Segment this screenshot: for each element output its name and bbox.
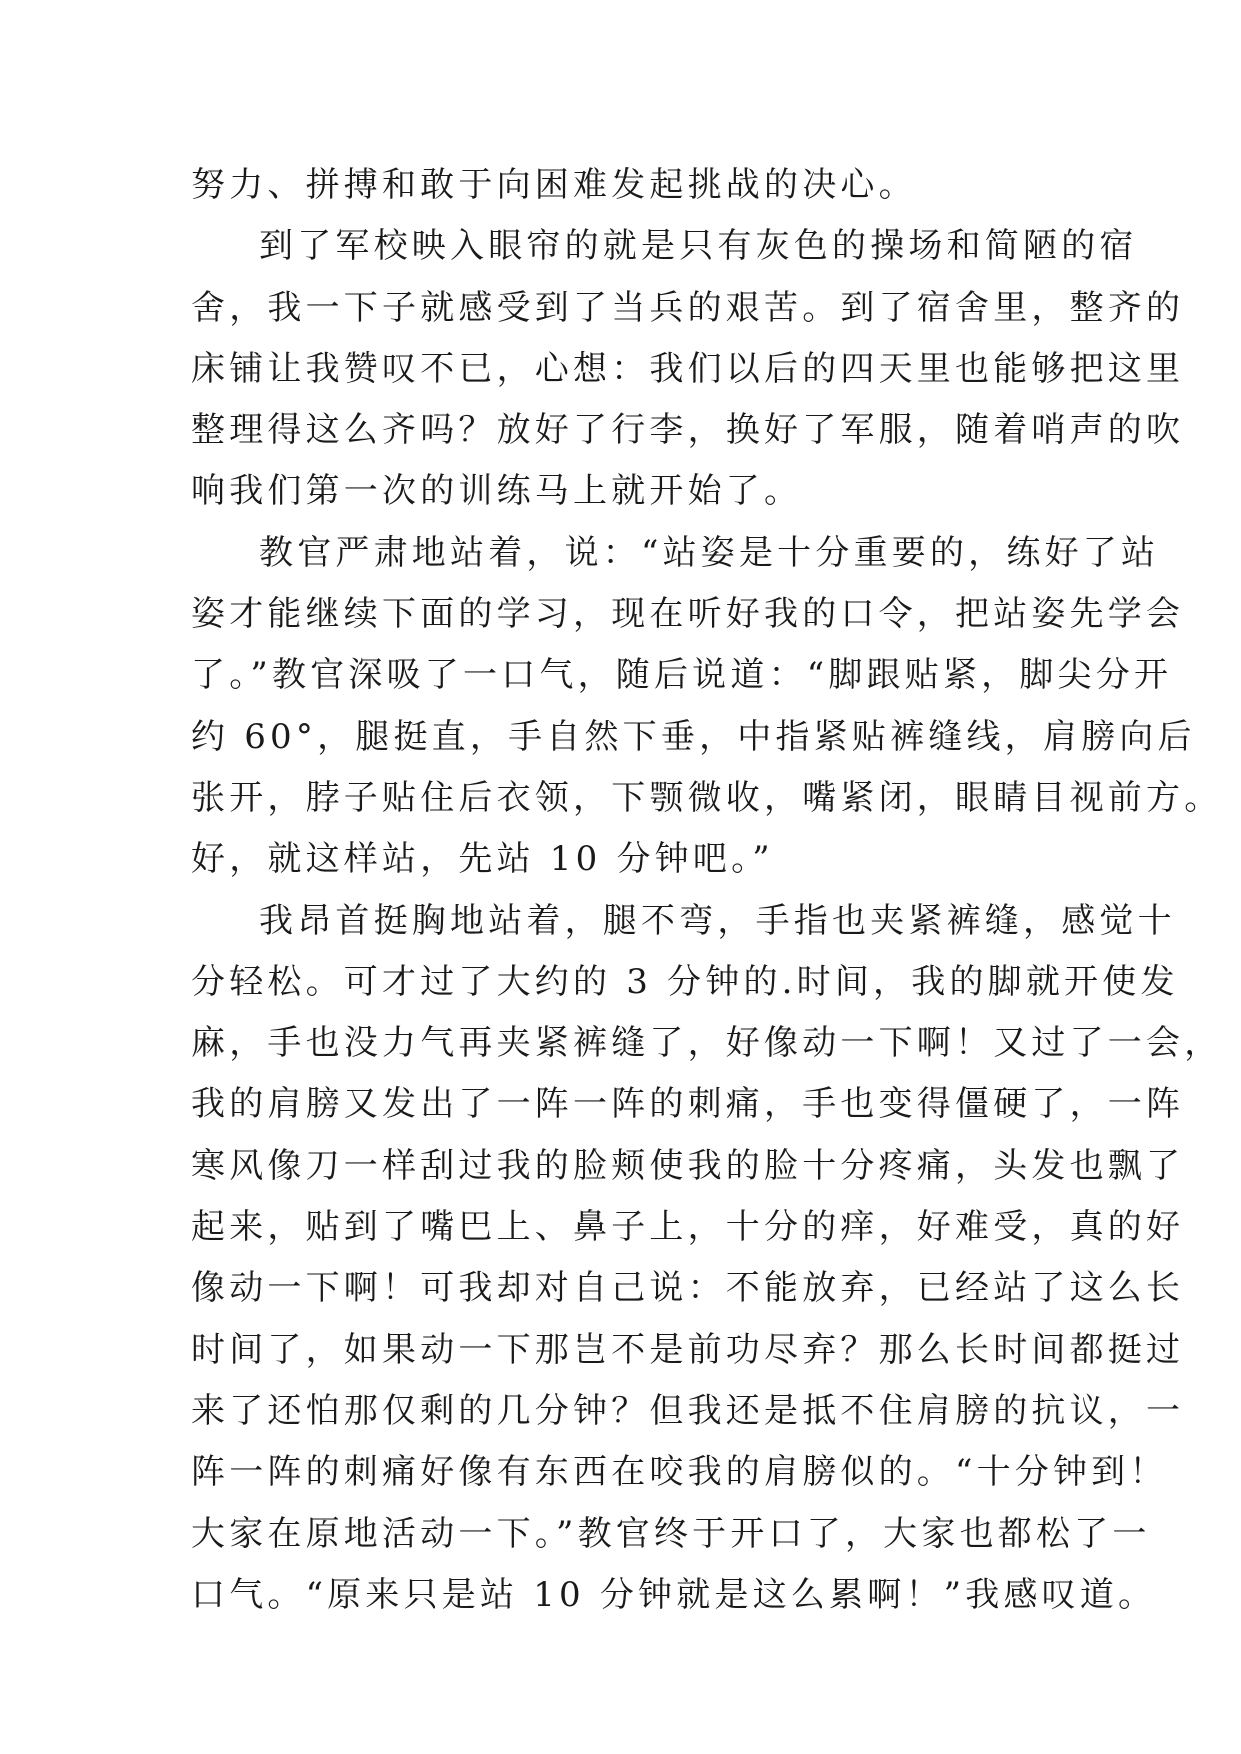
- text-line: 阵一阵的刺痛好像有东西在咬我的肩膀似的。“十分钟到！: [191, 1452, 1168, 1493]
- text-line: 我昂首挺胸地站着，腿不弯，手指也夹紧裤缝，感觉十: [259, 900, 1176, 941]
- text-line: 口气。“原来只是站 10 分钟就是这么累啊！”我感叹道。: [191, 1574, 1157, 1615]
- text-line: 教官严肃地站着，说：“站姿是十分重要的，练好了站: [259, 532, 1160, 573]
- text-line: 好，就这样站，先站 10 分钟吧。”: [191, 839, 774, 880]
- text-line: 了。”教官深吸了一口气，随后说道：“脚跟贴紧，脚尖分开: [191, 655, 1173, 696]
- text-line: 努力、拼搏和敢于向困难发起挑战的决心。: [191, 165, 917, 205]
- text-line: 约 60°，腿挺直，手自然下垂，中指紧贴裤缝线，肩膀向后: [191, 716, 1196, 757]
- text-line: 大家在原地活动一下。”教官终于开口了，大家也都松了一: [191, 1513, 1151, 1554]
- text-line: 分轻松。可才过了大约的 3 分钟的.时间，我的脚就开使发: [191, 961, 1179, 1002]
- text-line: 来了还怕那仅剩的几分钟？但我还是抵不住肩膀的抗议，一: [191, 1390, 1185, 1431]
- text-line: 舍，我一下子就感受到了当兵的艰苦。到了宿舍里，整齐的: [191, 287, 1185, 328]
- text-line: 整理得这么齐吗？放好了行李，换好了军服，随着哨声的吹: [191, 410, 1185, 451]
- text-line: 起来，贴到了嘴巴上、鼻子上，十分的痒，好难受，真的好: [191, 1207, 1185, 1248]
- text-line: 床铺让我赞叹不已，心想：我们以后的四天里也能够把这里: [191, 348, 1185, 389]
- body-text: [191, 155, 1223, 1626]
- text-line: 时间了，如果动一下那岂不是前功尽弃？那么长时间都挺过: [191, 1329, 1185, 1370]
- text-line: 到了军校映入眼帘的就是只有灰色的操场和简陋的宿: [259, 226, 1138, 267]
- text-line: 像动一下啊！可我却对自己说：不能放弃，已经站了这么长: [191, 1268, 1185, 1309]
- text-line: 麻，手也没力气再夹紧裤缝了，好像动一下啊！又过了一会，: [191, 1023, 1223, 1064]
- text-line: 响我们第一次的训练马上就开始了。: [191, 471, 803, 512]
- text-line: 张开，脖子贴住后衣领，下颚微收，嘴紧闭，眼睛目视前方。: [191, 777, 1223, 818]
- text-line: 我的肩膀又发出了一阵一阵的刺痛，手也变得僵硬了，一阵: [191, 1084, 1185, 1125]
- text-line: 寒风像刀一样刮过我的脸颊使我的脸十分疼痛，头发也飘了: [191, 1145, 1185, 1186]
- text-line: 姿才能继续下面的学习，现在听好我的口令，把站姿先学会: [191, 594, 1185, 635]
